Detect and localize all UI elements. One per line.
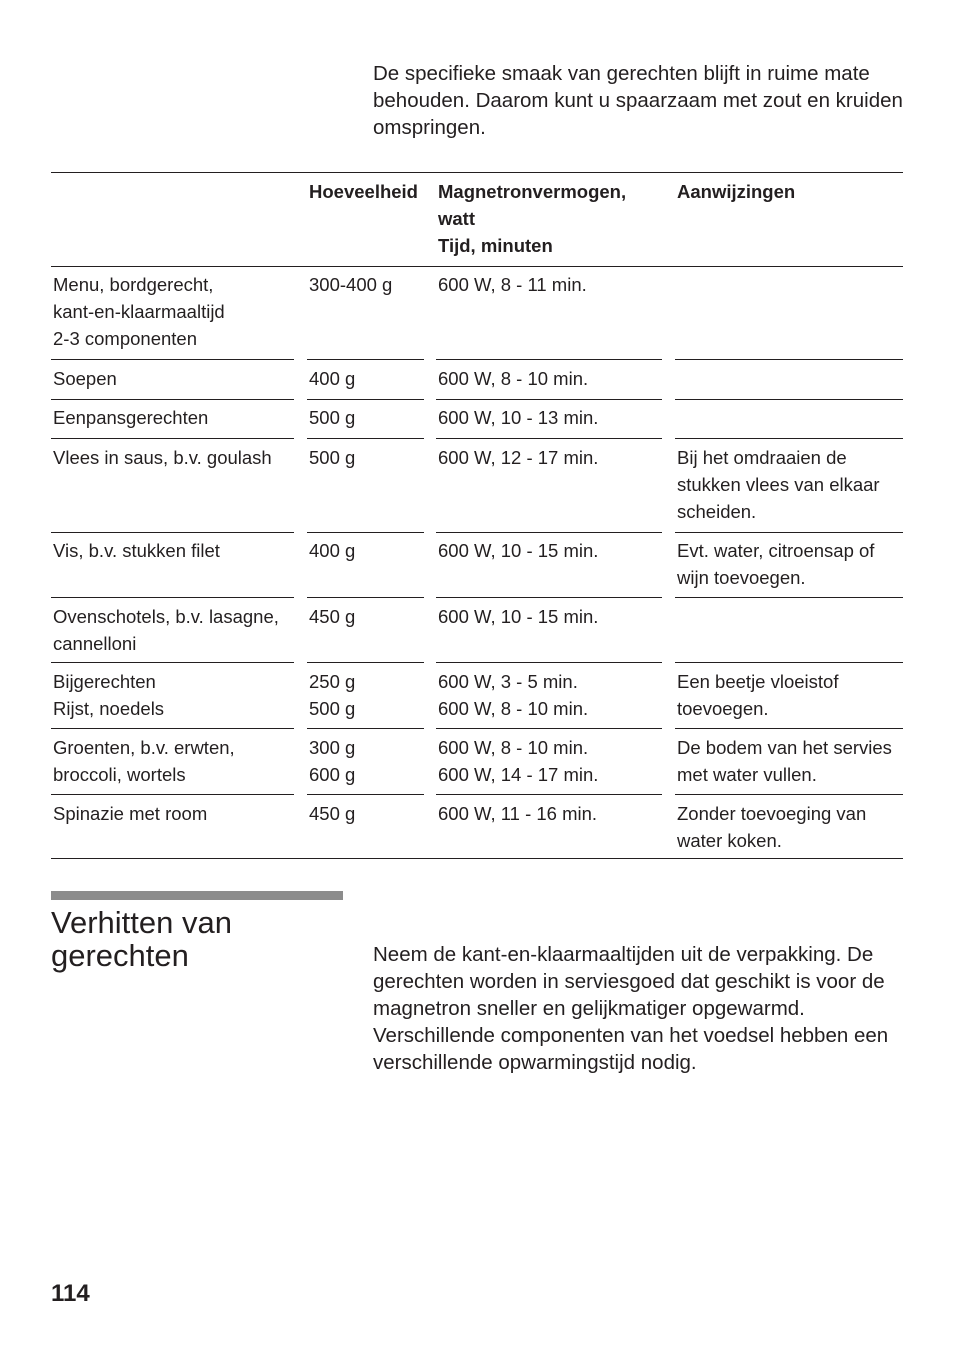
section-body: Neem de kant-en-klaarmaaltijden uit de verpakking. De gerechten worden in serviesgoed dat geschikt is voor de magnetron sneller en gelijkmatiger opgewarmd. Verschillende componenten van het voedsel hebben een verschillende opwarmingstijd nodig. xyxy=(373,943,889,1074)
cell-quantity: 250 g 500 g xyxy=(309,671,356,719)
cell-dish: Vis, b.v. stukken filet xyxy=(53,540,220,561)
cell-quantity: 500 g xyxy=(309,447,356,468)
table-rule xyxy=(51,858,903,859)
row-separator xyxy=(307,728,424,729)
cell-dish: Groenten, b.v. erwten, broccoli, wortels xyxy=(53,737,235,785)
row-separator xyxy=(436,662,662,663)
cell-power-time: 600 W, 8 - 10 min. xyxy=(438,368,589,389)
cell-quantity: 400 g xyxy=(309,540,356,561)
cell-quantity: 450 g xyxy=(309,803,356,824)
cell-instructions: Bij het omdraaien de stukken vlees van elkaar scheiden. xyxy=(677,447,880,522)
row-separator xyxy=(51,728,294,729)
row-separator xyxy=(436,597,662,598)
intro-paragraph: De specifieke smaak van gerechten blijft in ruime mate behouden. Daarom kunt u spaarzaam met zout en kruiden omspringen. xyxy=(373,62,903,139)
row-separator xyxy=(436,794,662,795)
row-separator xyxy=(436,359,662,360)
row-separator xyxy=(675,728,903,729)
row-separator xyxy=(675,794,903,795)
cell-instructions: Een beetje vloeistof toevoegen. xyxy=(677,671,839,719)
cell-power-time: 600 W, 12 - 17 min. xyxy=(438,447,599,468)
row-separator xyxy=(436,532,662,533)
cell-dish: Bijgerechten Rijst, noedels xyxy=(53,671,165,719)
cell-power-time: 600 W, 11 - 16 min. xyxy=(438,803,598,824)
row-separator xyxy=(51,438,294,439)
cell-power-time: 600 W, 3 - 5 min. 600 W, 8 - 10 min. xyxy=(438,671,589,719)
header-instructions: Aanwijzingen xyxy=(677,181,796,202)
cell-dish: Menu, bordgerecht, kant-en-klaarmaaltijd 2-3 componenten xyxy=(53,274,225,349)
row-separator xyxy=(51,399,294,400)
cell-power-time: 600 W, 8 - 11 min. xyxy=(438,274,587,295)
row-separator xyxy=(51,532,294,533)
cell-power-time: 600 W, 10 - 13 min. xyxy=(438,407,599,428)
row-separator xyxy=(675,597,903,598)
row-separator xyxy=(675,359,903,360)
row-separator xyxy=(307,794,424,795)
row-separator xyxy=(307,438,424,439)
row-separator xyxy=(675,438,903,439)
row-separator xyxy=(307,597,424,598)
cell-dish: Spinazie met room xyxy=(53,803,208,824)
cell-quantity: 500 g xyxy=(309,407,356,428)
section-title: Verhitten van gerechten xyxy=(51,905,232,973)
cell-quantity: 300-400 g xyxy=(309,274,393,295)
row-separator xyxy=(436,728,662,729)
row-separator xyxy=(307,359,424,360)
header-quantity: Hoeveelheid xyxy=(309,181,418,202)
cell-power-time: 600 W, 10 - 15 min. xyxy=(438,606,599,627)
row-separator xyxy=(675,399,903,400)
cell-quantity: 400 g xyxy=(309,368,356,389)
section-bar xyxy=(51,891,343,900)
cell-instructions: De bodem van het servies met water vullen. xyxy=(677,737,892,785)
cell-instructions: Zonder toevoeging van water koken. xyxy=(677,803,867,851)
row-separator xyxy=(675,532,903,533)
cell-power-time: 600 W, 8 - 10 min. 600 W, 14 - 17 min. xyxy=(438,737,599,785)
row-separator xyxy=(51,597,294,598)
table-top-rule xyxy=(51,172,903,173)
cell-quantity: 300 g 600 g xyxy=(309,737,356,785)
row-separator xyxy=(307,399,424,400)
row-separator xyxy=(51,662,294,663)
cell-dish: Vlees in saus, b.v. goulash xyxy=(53,447,272,468)
row-separator xyxy=(307,662,424,663)
row-separator xyxy=(307,532,424,533)
row-separator xyxy=(51,359,294,360)
row-separator xyxy=(436,438,662,439)
table-rule xyxy=(51,266,903,267)
cell-power-time: 600 W, 10 - 15 min. xyxy=(438,540,599,561)
header-power-time: Magnetronvermogen, watt Tijd, minuten xyxy=(438,181,627,256)
cell-dish: Ovenschotels, b.v. lasagne, cannelloni xyxy=(53,606,279,654)
cell-dish: Eenpansgerechten xyxy=(53,407,209,428)
cell-instructions: Evt. water, citroensap of wijn toevoegen. xyxy=(677,540,875,588)
row-separator xyxy=(51,794,294,795)
row-separator xyxy=(675,662,903,663)
page-number: 114 xyxy=(51,1280,90,1307)
cell-quantity: 450 g xyxy=(309,606,356,627)
row-separator xyxy=(436,399,662,400)
cell-dish: Soepen xyxy=(53,368,117,389)
